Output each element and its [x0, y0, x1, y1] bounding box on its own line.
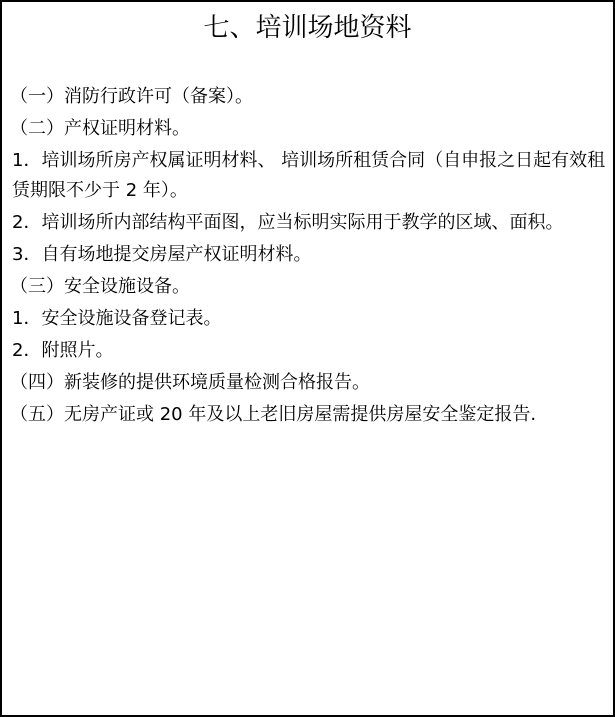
section-building-safety-report: （五）无房产证或 20 年及以上老旧房屋需提供房屋安全鉴定报告. — [10, 404, 537, 425]
item-floor-plan: 2．培训场所内部结构平面图，应当标明实际用于教学的区域、面积。 — [12, 212, 564, 233]
item-equipment-register: 1．安全设施设备登记表。 — [12, 308, 222, 329]
item-photos: 2．附照片。 — [12, 340, 114, 361]
section-environment-report: （四）新装修的提供环境质量检测合格报告。 — [10, 372, 370, 393]
item-property-ownership-lease: 1．培训场所房产权属证明材料、 培训场所租赁合同（自申报之日起有效租赁期限不少于 2 年）。 — [12, 150, 606, 201]
section-fire-permit: （一）消防行政许可（备案）。 — [10, 86, 253, 107]
item-own-premises-proof: 3．自有场地提交房屋产权证明材料。 — [12, 244, 312, 265]
document-title: 七、培训场地资料 — [203, 13, 412, 43]
section-property-proof: （二）产权证明材料。 — [10, 118, 190, 139]
document-body — [12, 82, 608, 432]
section-safety-equipment: （三）安全设施设备。 — [10, 276, 190, 297]
